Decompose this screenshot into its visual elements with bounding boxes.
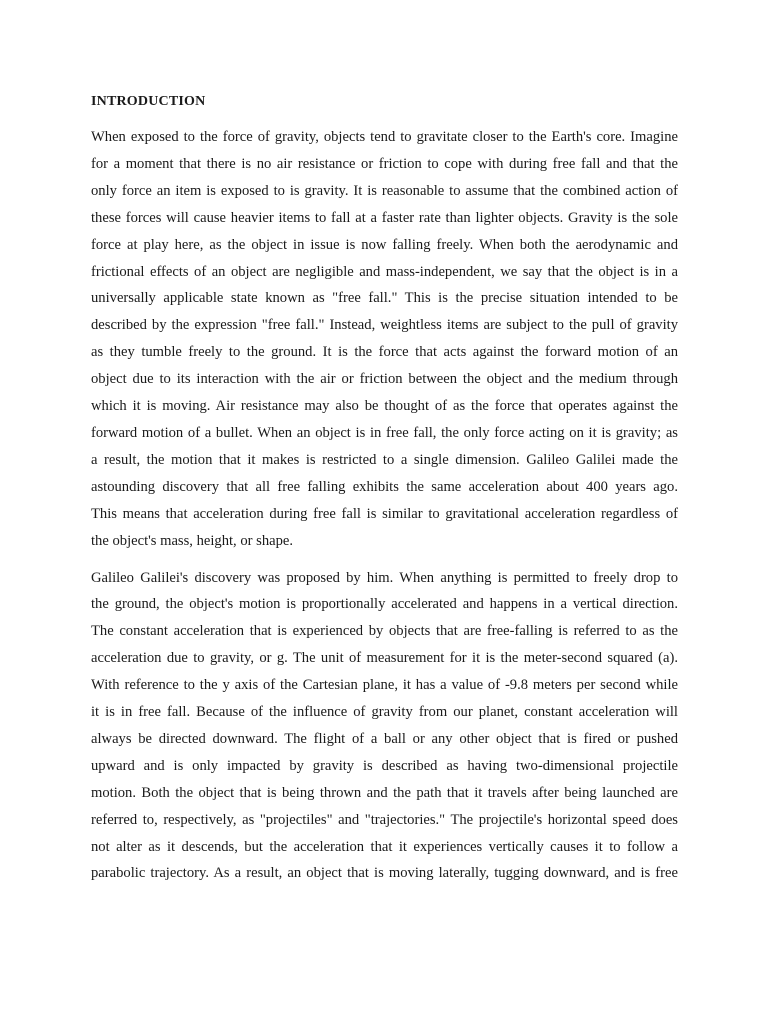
text-line: object due to its interaction with the air or friction between the object and the medium through xyxy=(91,371,678,388)
text-line: The constant acceleration that is experienced by objects that are free-falling is referred to as the xyxy=(91,623,678,640)
text-line: frictional effects of an object are negligible and mass-independent, we say that the object is in a xyxy=(91,263,678,280)
text-line: When exposed to the force of gravity, objects tend to gravitate closer to the Earth's core. Imagine xyxy=(91,129,678,145)
text-line: the ground, the object's motion is proportionally accelerated and happens in a vertical direction. xyxy=(91,596,678,613)
text-line: only force an item is exposed to is gravity. It is reasonable to assume that the combined action of xyxy=(91,182,678,199)
text-line: which it is moving. Air resistance may also be thought of as the force that operates against the xyxy=(91,398,678,415)
paragraph-2 xyxy=(91,565,678,888)
text-line: This means that acceleration during free fall is similar to gravitational acceleration regardless of xyxy=(91,505,678,522)
text-line: referred to, respectively, as "projectiles" and "trajectories." The projectile's horizontal speed does xyxy=(91,811,678,828)
text-line: always be directed downward. The flight of a ball or any other object that is fired or pushed xyxy=(91,730,678,747)
text-line: the object's mass, height, or shape. xyxy=(91,532,294,549)
text-line: upward and is only impacted by gravity is described as having two-dimensional projectile xyxy=(91,757,678,774)
text-line: astounding discovery that all free falling exhibits the same acceleration about 400 years ago. xyxy=(91,478,678,495)
text-line: acceleration due to gravity, or g. The unit of measurement for it is the meter-second squared (a). xyxy=(91,650,678,667)
text-line: these forces will cause heavier items to fall at a faster rate than lighter objects. Gravity is the sole xyxy=(91,209,678,226)
text-line: motion. Both the object that is being thrown and the path that it travels after being launched are xyxy=(91,784,678,801)
text-line: not alter as it descends, but the acceleration that it experiences vertically causes it to follow a xyxy=(91,838,678,855)
section-heading: INTRODUCTION xyxy=(91,94,206,109)
text-line: for a moment that there is no air resistance or friction to cope with during free fall and that the xyxy=(91,155,678,172)
text-line: universally applicable state known as "free fall." This is the precise situation intended to be xyxy=(91,290,678,307)
paragraph-1 xyxy=(91,124,678,555)
document-page xyxy=(91,91,678,897)
text-line: force at play here, as the object in issue is now falling freely. When both the aerodynamic and xyxy=(91,236,678,253)
text-line: a result, the motion that it makes is restricted to a single dimension. Galileo Galilei made the xyxy=(91,451,678,468)
text-line: With reference to the y axis of the Cartesian plane, it has a value of -9.8 meters per second while xyxy=(91,677,678,694)
text-line: as they tumble freely to the ground. It is the force that acts against the forward motion of an xyxy=(91,344,678,361)
text-line: it is in free fall. Because of the influence of gravity from our planet, constant acceleration will xyxy=(91,704,678,721)
text-line: described by the expression "free fall." Instead, weightless items are subject to the pull of gravity xyxy=(91,317,678,334)
text-line: Galileo Galilei's discovery was proposed by him. When anything is permitted to freely drop to xyxy=(91,569,678,586)
text-line: forward motion of a bullet. When an object is in free fall, the only force acting on it is gravity; as xyxy=(91,424,678,441)
text-line: parabolic trajectory. As a result, an object that is moving laterally, tugging downward, and is free xyxy=(91,865,678,882)
